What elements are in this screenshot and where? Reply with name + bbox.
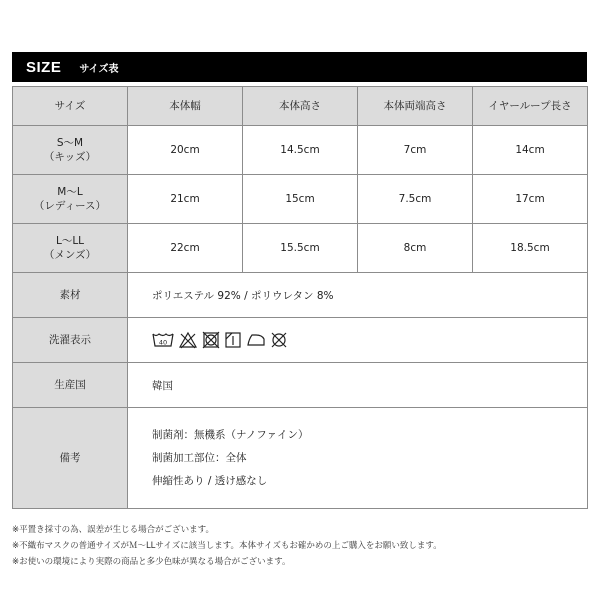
- wash-40-icon: [152, 331, 174, 349]
- column-header: 本体高さ: [243, 87, 358, 126]
- size-type: （メンズ）: [43, 249, 97, 261]
- size-table: [12, 86, 588, 509]
- table-cell: 15.5cm: [243, 224, 358, 273]
- notes-line: 制菌加工部位：全体: [152, 451, 247, 464]
- table-cell: 14.5cm: [243, 126, 358, 175]
- no-tumble-dry-icon: [202, 331, 220, 349]
- notes-list: [152, 424, 587, 493]
- size-subtitle: サイズ表: [79, 63, 119, 75]
- table-cell: 17cm: [473, 175, 588, 224]
- iron-low-icon: [246, 331, 266, 349]
- size-name: L～LL: [55, 234, 85, 247]
- drip-dry-shade-icon: [224, 331, 242, 349]
- washing-row: [13, 318, 588, 363]
- table-cell: 18.5cm: [473, 224, 588, 273]
- wash-temp-label: 40: [158, 338, 168, 347]
- table-cell: 7cm: [358, 126, 473, 175]
- size-label-cell: [13, 126, 128, 175]
- size-type: （キッズ）: [43, 151, 97, 163]
- table-row: [13, 224, 588, 273]
- washing-icons: [152, 331, 587, 349]
- size-label-cell: [13, 175, 128, 224]
- table-cell: 7.5cm: [358, 175, 473, 224]
- washing-icons-cell: [128, 318, 588, 363]
- size-name: M～L: [57, 185, 83, 198]
- column-header: 本体幅: [128, 87, 243, 126]
- size-label-cell: [13, 224, 128, 273]
- material-row: [13, 273, 588, 318]
- table-row: [13, 175, 588, 224]
- column-header: サイズ: [13, 87, 128, 126]
- material-value: ポリエステル 92% / ポリウレタン 8%: [128, 273, 588, 318]
- notes-line: 伸縮性あり / 透け感なし: [152, 474, 268, 487]
- size-name: S～M: [56, 136, 84, 149]
- column-header: 本体両端高さ: [358, 87, 473, 126]
- table-cell: 20cm: [128, 126, 243, 175]
- notes-label: 備考: [13, 408, 128, 509]
- no-bleach-icon: [178, 331, 198, 349]
- column-header: イヤーループ長さ: [473, 87, 588, 126]
- origin-value: 韓国: [128, 363, 588, 408]
- table-cell: 8cm: [358, 224, 473, 273]
- table-header-row: [13, 87, 588, 126]
- notes-value: [128, 408, 588, 509]
- origin-label: 生産国: [13, 363, 128, 408]
- notes-row: [13, 408, 588, 509]
- size-title: SIZE: [26, 58, 62, 76]
- notes-line: 制菌剤：無機系（ナノファイン）: [152, 428, 309, 441]
- origin-row: [13, 363, 588, 408]
- washing-label: 洗濯表示: [13, 318, 128, 363]
- footer-note: ※平置き採寸の為、誤差が生じる場合がございます。: [12, 525, 214, 535]
- footer-note: ※お使いの環境により実際の商品と多少色味が異なる場合がございます。: [12, 557, 291, 567]
- material-label: 素材: [13, 273, 128, 318]
- no-dry-clean-icon: [270, 331, 288, 349]
- footer-notes: [12, 522, 592, 570]
- table-row: [13, 126, 588, 175]
- footer-note: ※不織布マスクの普通サイズがＭ～LLサイズに該当します。本体サイズもお確かめの上ご購入をお願い致します。: [12, 541, 442, 551]
- size-header-bar: [12, 52, 587, 82]
- table-cell: 21cm: [128, 175, 243, 224]
- size-type: （レディース）: [33, 200, 107, 212]
- table-cell: 22cm: [128, 224, 243, 273]
- table-cell: 15cm: [243, 175, 358, 224]
- table-cell: 14cm: [473, 126, 588, 175]
